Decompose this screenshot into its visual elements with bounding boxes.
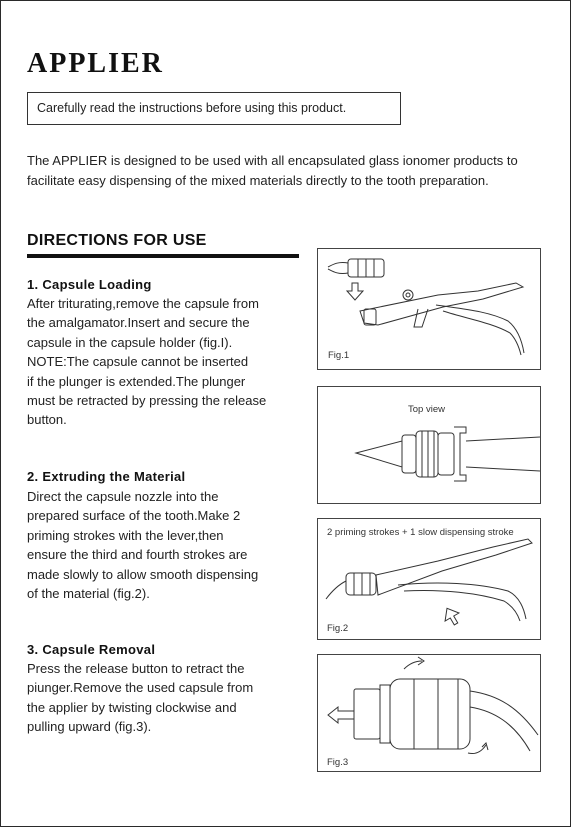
applier-side-illustration [318,249,542,371]
notice-box: Carefully read the instructions before using this product. [27,92,401,125]
page-title: APPLIER [27,48,164,79]
heading-underline [27,254,299,258]
figure-3 [317,654,541,772]
step-2-body: Direct the capsule nozzle into the prepared surface of the tooth.Make 2 priming strokes with the lever,then ensure the third and fourth strokes are made slowly to allow smooth dispensing of the material (fig.2). [27,489,259,602]
step-2-heading: 2. Extruding the Material [27,469,186,484]
capsule-removal-illustration [318,655,542,773]
step-1-body: After triturating,remove the capsule from the amalgamator.Insert and secure the capsule in the capsule holder (fig.I). NOTE:The capsule cannot be inserted if the plunger is extended.The plunger must be retracted by pressing the release button. [27,296,267,428]
step-1-heading: 1. Capsule Loading [27,277,152,292]
step-3-body: Press the release button to retract the piunger.Remove the used capsule from the applier by twisting clockwise and pulling upward (fig.3). [27,661,254,735]
figure-1 [317,248,541,370]
figure-2-caption: 2 priming strokes + 1 slow dispensing stroke [327,527,514,538]
figure-2-label: Fig.2 [327,623,349,634]
figure-1-label: Fig.1 [328,350,350,361]
intro-paragraph: The APPLIER is designed to be used with all encapsulated glass ionomer products to facilitate easy dispensing of the mixed materials directly to the tooth preparation. [27,153,518,188]
figure-2 [317,518,541,640]
step-3-heading: 3. Capsule Removal [27,642,156,657]
figure-top-view [317,386,541,504]
directions-heading: DIRECTIONS FOR USE [27,232,207,249]
top-view-caption: Top view [408,404,445,415]
figure-3-label: Fig.3 [327,757,349,768]
capsule-top-view-illustration [318,387,542,505]
applier-dispensing-illustration [318,519,542,641]
